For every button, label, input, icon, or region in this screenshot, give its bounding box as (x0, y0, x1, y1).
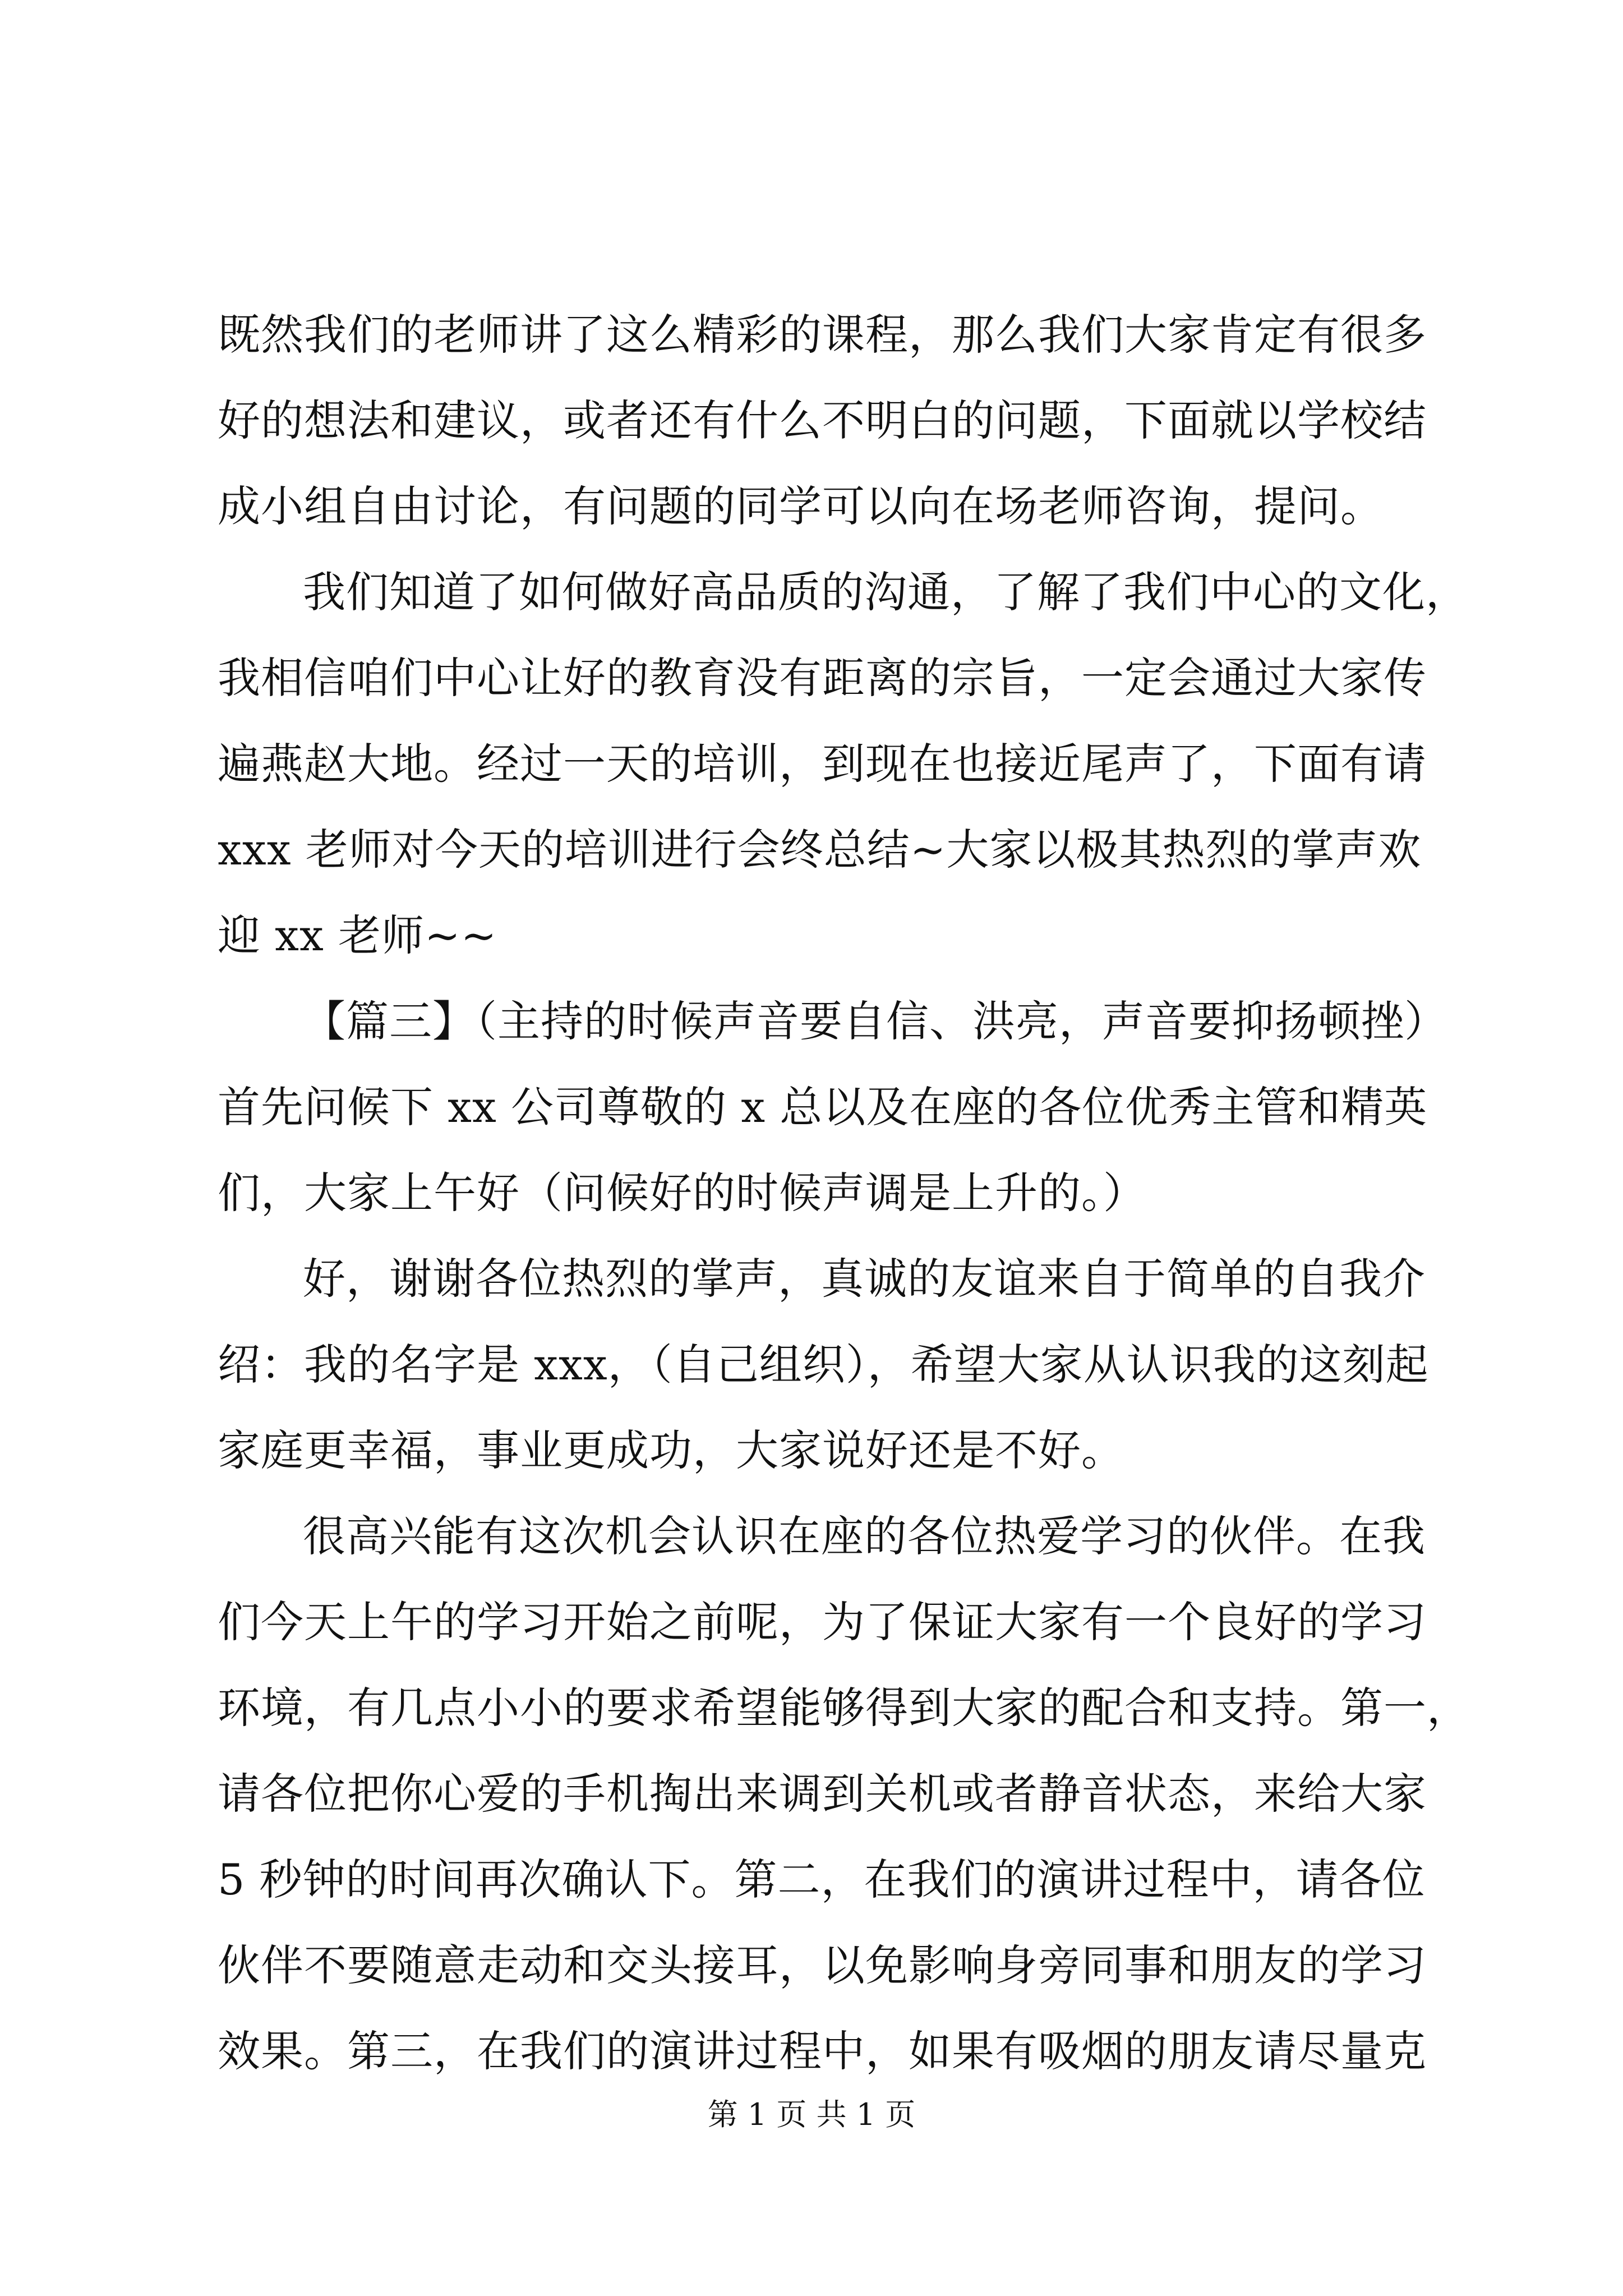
text-line: 成小组自由讨论，有问题的同学可以向在场老师咨询，提问。 (218, 481, 1384, 531)
text-line: 们，大家上午好（问候好的时候声调是上升的。） (218, 1168, 1146, 1218)
text-line: 好的想法和建议，或者还有什么不明白的问题，下面就以学校结 (218, 395, 1427, 445)
text-line: 请各位把你心爱的手机掏出来调到关机或者静音状态，来给大家 (218, 1769, 1427, 1819)
text-line: 家庭更幸福，事业更成功，大家说好还是不好。 (218, 1425, 1124, 1475)
document-body (218, 292, 1470, 2094)
text-line: 既然我们的老师讲了这么精彩的课程，那么我们大家肯定有很多 (218, 310, 1427, 360)
text-line: 效果。第三，在我们的演讲过程中，如果有吸烟的朋友请尽量克 (218, 2026, 1427, 2076)
text-line: 环境，有几点小小的要求希望能够得到大家的配合和支持。第一， (218, 1683, 1470, 1733)
text-line: 很高兴能有这次机会认识在座的各位热爱学习的伙伴。在我 (303, 1511, 1426, 1561)
text-line: 好，谢谢各位热烈的掌声，真诚的友谊来自于简单的自我介 (303, 1254, 1426, 1304)
text-line: 我们知道了如何做好高品质的沟通，了解了我们中心的文化， (303, 567, 1469, 617)
text-line: 我相信咱们中心让好的教育没有距离的宗旨，一定会通过大家传 (218, 653, 1427, 703)
text-line: 【篇三】（主持的时候声音要自信、洪亮，声音要抑扬顿挫） (303, 996, 1447, 1046)
text-line: xxx 老师对今天的培训进行会终总结~大家以极其热烈的掌声欢 (218, 825, 1422, 875)
text-line: 绍：我的名字是 xxx，（自己组织），希望大家从认识我的这刻起 (218, 1340, 1429, 1389)
page-footer: 第 1 页 共 1 页 (707, 2097, 916, 2132)
text-line: 5 秒钟的时间再次确认下。第二，在我们的演讲过程中，请各位 (218, 1855, 1426, 1904)
text-line: 首先问候下 xx 公司尊敬的 x 总以及在座的各位优秀主管和精英 (218, 1082, 1428, 1132)
text-line: 们今天上午的学习开始之前呢，为了保证大家有一个良好的学习 (218, 1597, 1427, 1647)
text-line: 迎 xx 老师~~ (218, 910, 497, 960)
text-line: 遍燕赵大地。经过一天的培训，到现在也接近尾声了，下面有请 (218, 739, 1427, 789)
text-line: 伙伴不要随意走动和交头接耳，以免影响身旁同事和朋友的学习 (218, 1940, 1427, 1990)
